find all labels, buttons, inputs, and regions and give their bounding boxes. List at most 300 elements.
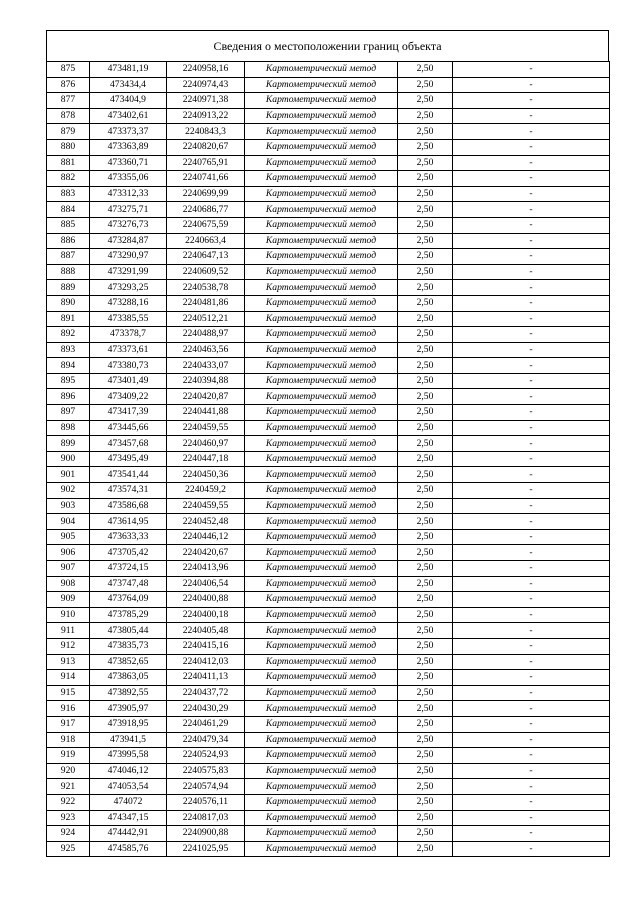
point-number-cell: 875 [47, 62, 90, 78]
description-cell: - [453, 405, 610, 421]
y-coordinate-cell: 2240576,11 [167, 794, 245, 810]
y-coordinate-cell: 2240574,94 [167, 779, 245, 795]
description-cell: - [453, 654, 610, 670]
method-cell: Картометрический метод [245, 748, 398, 764]
accuracy-cell: 2,50 [398, 545, 453, 561]
y-coordinate-cell: 2240459,55 [167, 498, 245, 514]
table-row [47, 264, 610, 280]
y-coordinate-cell: 2240450,36 [167, 467, 245, 483]
method-cell: Картометрический метод [245, 763, 398, 779]
x-coordinate-cell: 473385,55 [90, 311, 167, 327]
x-coordinate-cell: 473747,48 [90, 576, 167, 592]
point-number-cell: 908 [47, 576, 90, 592]
x-coordinate-cell: 473404,9 [90, 93, 167, 109]
x-coordinate-cell: 473290,97 [90, 249, 167, 265]
description-cell: - [453, 716, 610, 732]
accuracy-cell: 2,50 [398, 93, 453, 109]
point-number-cell: 914 [47, 670, 90, 686]
description-cell: - [453, 701, 610, 717]
table-row [47, 249, 610, 265]
x-coordinate-cell: 473614,95 [90, 514, 167, 530]
point-number-cell: 900 [47, 451, 90, 467]
y-coordinate-cell: 2240843,3 [167, 124, 245, 140]
point-number-cell: 876 [47, 77, 90, 93]
y-coordinate-cell: 2240663,4 [167, 233, 245, 249]
accuracy-cell: 2,50 [398, 436, 453, 452]
table-row [47, 202, 610, 218]
point-number-cell: 881 [47, 155, 90, 171]
point-number-cell: 899 [47, 436, 90, 452]
x-coordinate-cell: 473852,65 [90, 654, 167, 670]
description-cell: - [453, 841, 610, 857]
x-coordinate-cell: 473312,33 [90, 186, 167, 202]
x-coordinate-cell: 473409,22 [90, 389, 167, 405]
description-cell: - [453, 62, 610, 78]
x-coordinate-cell: 473764,09 [90, 592, 167, 608]
table-row [47, 810, 610, 826]
method-cell: Картометрический метод [245, 436, 398, 452]
description-cell: - [453, 420, 610, 436]
y-coordinate-cell: 2240817,03 [167, 810, 245, 826]
x-coordinate-cell: 473941,5 [90, 732, 167, 748]
description-cell: - [453, 794, 610, 810]
description-cell: - [453, 607, 610, 623]
y-coordinate-cell: 2240412,03 [167, 654, 245, 670]
method-cell: Картометрический метод [245, 545, 398, 561]
y-coordinate-cell: 2240538,78 [167, 280, 245, 296]
method-cell: Картометрический метод [245, 514, 398, 530]
description-cell: - [453, 451, 610, 467]
accuracy-cell: 2,50 [398, 451, 453, 467]
table-row [47, 373, 610, 389]
point-number-cell: 904 [47, 514, 90, 530]
accuracy-cell: 2,50 [398, 716, 453, 732]
table-row [47, 638, 610, 654]
point-number-cell: 898 [47, 420, 90, 436]
description-cell: - [453, 436, 610, 452]
method-cell: Картометрический метод [245, 638, 398, 654]
x-coordinate-cell: 473481,19 [90, 62, 167, 78]
point-number-cell: 893 [47, 342, 90, 358]
accuracy-cell: 2,50 [398, 217, 453, 233]
method-cell: Картометрический метод [245, 467, 398, 483]
point-number-cell: 879 [47, 124, 90, 140]
description-cell: - [453, 670, 610, 686]
y-coordinate-cell: 2240958,16 [167, 62, 245, 78]
accuracy-cell: 2,50 [398, 405, 453, 421]
y-coordinate-cell: 2240415,16 [167, 638, 245, 654]
y-coordinate-cell: 2240463,56 [167, 342, 245, 358]
point-number-cell: 889 [47, 280, 90, 296]
y-coordinate-cell: 2240413,96 [167, 561, 245, 577]
method-cell: Картометрический метод [245, 779, 398, 795]
y-coordinate-cell: 2240400,18 [167, 607, 245, 623]
accuracy-cell: 2,50 [398, 670, 453, 686]
method-cell: Картометрический метод [245, 77, 398, 93]
y-coordinate-cell: 2240741,66 [167, 171, 245, 187]
x-coordinate-cell: 473574,31 [90, 483, 167, 499]
accuracy-cell: 2,50 [398, 171, 453, 187]
x-coordinate-cell: 474347,15 [90, 810, 167, 826]
accuracy-cell: 2,50 [398, 373, 453, 389]
x-coordinate-cell: 473835,73 [90, 638, 167, 654]
accuracy-cell: 2,50 [398, 186, 453, 202]
table-row [47, 358, 610, 374]
description-cell: - [453, 264, 610, 280]
accuracy-cell: 2,50 [398, 748, 453, 764]
table-row [47, 155, 610, 171]
point-number-cell: 918 [47, 732, 90, 748]
y-coordinate-cell: 2240488,97 [167, 327, 245, 343]
accuracy-cell: 2,50 [398, 732, 453, 748]
x-coordinate-cell: 474046,12 [90, 763, 167, 779]
y-coordinate-cell: 2240479,34 [167, 732, 245, 748]
accuracy-cell: 2,50 [398, 794, 453, 810]
table-row [47, 405, 610, 421]
description-cell: - [453, 342, 610, 358]
description-cell: - [453, 77, 610, 93]
method-cell: Картометрический метод [245, 389, 398, 405]
point-number-cell: 920 [47, 763, 90, 779]
method-cell: Картометрический метод [245, 794, 398, 810]
accuracy-cell: 2,50 [398, 810, 453, 826]
table-row [47, 93, 610, 109]
table-row [47, 794, 610, 810]
point-number-cell: 897 [47, 405, 90, 421]
method-cell: Картометрический метод [245, 171, 398, 187]
y-coordinate-cell: 2240441,88 [167, 405, 245, 421]
method-cell: Картометрический метод [245, 124, 398, 140]
x-coordinate-cell: 473288,16 [90, 295, 167, 311]
method-cell: Картометрический метод [245, 233, 398, 249]
table-row [47, 670, 610, 686]
method-cell: Картометрический метод [245, 217, 398, 233]
table-row [47, 139, 610, 155]
description-cell: - [453, 186, 610, 202]
description-cell: - [453, 358, 610, 374]
table-row [47, 342, 610, 358]
y-coordinate-cell: 2240420,87 [167, 389, 245, 405]
accuracy-cell: 2,50 [398, 249, 453, 265]
method-cell: Картометрический метод [245, 529, 398, 545]
method-cell: Картометрический метод [245, 826, 398, 842]
table-row [47, 623, 610, 639]
method-cell: Картометрический метод [245, 592, 398, 608]
description-cell: - [453, 732, 610, 748]
x-coordinate-cell: 473373,37 [90, 124, 167, 140]
method-cell: Картометрический метод [245, 93, 398, 109]
accuracy-cell: 2,50 [398, 264, 453, 280]
y-coordinate-cell: 2240913,22 [167, 108, 245, 124]
table-row [47, 748, 610, 764]
x-coordinate-cell: 473541,44 [90, 467, 167, 483]
method-cell: Картометрический метод [245, 483, 398, 499]
point-number-cell: 894 [47, 358, 90, 374]
point-number-cell: 923 [47, 810, 90, 826]
accuracy-cell: 2,50 [398, 779, 453, 795]
point-number-cell: 886 [47, 233, 90, 249]
table-title: Сведения о местоположении границ объекта [46, 30, 609, 61]
table-row [47, 779, 610, 795]
y-coordinate-cell: 2240524,93 [167, 748, 245, 764]
y-coordinate-cell: 2240446,12 [167, 529, 245, 545]
y-coordinate-cell: 2241025,95 [167, 841, 245, 857]
method-cell: Картометрический метод [245, 327, 398, 343]
table-row [47, 108, 610, 124]
y-coordinate-cell: 2240411,13 [167, 670, 245, 686]
y-coordinate-cell: 2240675,59 [167, 217, 245, 233]
accuracy-cell: 2,50 [398, 576, 453, 592]
x-coordinate-cell: 474053,54 [90, 779, 167, 795]
y-coordinate-cell: 2240400,88 [167, 592, 245, 608]
x-coordinate-cell: 473275,71 [90, 202, 167, 218]
point-number-cell: 916 [47, 701, 90, 717]
point-number-cell: 906 [47, 545, 90, 561]
y-coordinate-cell: 2240765,91 [167, 155, 245, 171]
y-coordinate-cell: 2240460,97 [167, 436, 245, 452]
description-cell: - [453, 171, 610, 187]
accuracy-cell: 2,50 [398, 139, 453, 155]
description-cell: - [453, 826, 610, 842]
accuracy-cell: 2,50 [398, 389, 453, 405]
y-coordinate-cell: 2240394,88 [167, 373, 245, 389]
table-row [47, 467, 610, 483]
description-cell: - [453, 623, 610, 639]
method-cell: Картометрический метод [245, 451, 398, 467]
description-cell: - [453, 467, 610, 483]
accuracy-cell: 2,50 [398, 514, 453, 530]
method-cell: Картометрический метод [245, 670, 398, 686]
accuracy-cell: 2,50 [398, 358, 453, 374]
table-row [47, 841, 610, 857]
accuracy-cell: 2,50 [398, 529, 453, 545]
table-row [47, 498, 610, 514]
description-cell: - [453, 748, 610, 764]
point-number-cell: 907 [47, 561, 90, 577]
point-number-cell: 890 [47, 295, 90, 311]
method-cell: Картометрический метод [245, 561, 398, 577]
table-row [47, 280, 610, 296]
description-cell: - [453, 810, 610, 826]
point-number-cell: 901 [47, 467, 90, 483]
y-coordinate-cell: 2240452,48 [167, 514, 245, 530]
accuracy-cell: 2,50 [398, 607, 453, 623]
description-cell: - [453, 561, 610, 577]
table-row [47, 576, 610, 592]
description-cell: - [453, 779, 610, 795]
table-row [47, 685, 610, 701]
x-coordinate-cell: 473417,39 [90, 405, 167, 421]
x-coordinate-cell: 473905,97 [90, 701, 167, 717]
point-number-cell: 891 [47, 311, 90, 327]
description-cell: - [453, 763, 610, 779]
table-row [47, 716, 610, 732]
y-coordinate-cell: 2240820,67 [167, 139, 245, 155]
x-coordinate-cell: 473360,71 [90, 155, 167, 171]
method-cell: Картометрический метод [245, 607, 398, 623]
method-cell: Картометрический метод [245, 249, 398, 265]
x-coordinate-cell: 473918,95 [90, 716, 167, 732]
x-coordinate-cell: 473293,25 [90, 280, 167, 296]
accuracy-cell: 2,50 [398, 108, 453, 124]
accuracy-cell: 2,50 [398, 327, 453, 343]
description-cell: - [453, 311, 610, 327]
table-row [47, 592, 610, 608]
method-cell: Картометрический метод [245, 62, 398, 78]
accuracy-cell: 2,50 [398, 295, 453, 311]
table-row [47, 171, 610, 187]
y-coordinate-cell: 2240461,29 [167, 716, 245, 732]
point-number-cell: 909 [47, 592, 90, 608]
x-coordinate-cell: 473892,55 [90, 685, 167, 701]
x-coordinate-cell: 473284,87 [90, 233, 167, 249]
description-cell: - [453, 108, 610, 124]
accuracy-cell: 2,50 [398, 202, 453, 218]
description-cell: - [453, 576, 610, 592]
table-row [47, 561, 610, 577]
table-row [47, 311, 610, 327]
table-row [47, 295, 610, 311]
point-number-cell: 913 [47, 654, 90, 670]
accuracy-cell: 2,50 [398, 561, 453, 577]
x-coordinate-cell: 473355,06 [90, 171, 167, 187]
table-row [47, 217, 610, 233]
point-number-cell: 905 [47, 529, 90, 545]
point-number-cell: 885 [47, 217, 90, 233]
table-row [47, 514, 610, 530]
y-coordinate-cell: 2240699,99 [167, 186, 245, 202]
x-coordinate-cell: 473457,68 [90, 436, 167, 452]
accuracy-cell: 2,50 [398, 763, 453, 779]
table-row [47, 186, 610, 202]
table-row [47, 826, 610, 842]
accuracy-cell: 2,50 [398, 233, 453, 249]
accuracy-cell: 2,50 [398, 498, 453, 514]
description-cell: - [453, 638, 610, 654]
table-row [47, 763, 610, 779]
description-cell: - [453, 592, 610, 608]
method-cell: Картометрический метод [245, 264, 398, 280]
description-cell: - [453, 373, 610, 389]
point-number-cell: 912 [47, 638, 90, 654]
accuracy-cell: 2,50 [398, 592, 453, 608]
point-number-cell: 919 [47, 748, 90, 764]
method-cell: Картометрический метод [245, 732, 398, 748]
x-coordinate-cell: 474442,91 [90, 826, 167, 842]
method-cell: Картометрический метод [245, 280, 398, 296]
accuracy-cell: 2,50 [398, 654, 453, 670]
boundary-coordinates-table [46, 61, 610, 857]
method-cell: Картометрический метод [245, 810, 398, 826]
table-row [47, 607, 610, 623]
point-number-cell: 892 [47, 327, 90, 343]
method-cell: Картометрический метод [245, 701, 398, 717]
description-cell: - [453, 249, 610, 265]
y-coordinate-cell: 2240459,55 [167, 420, 245, 436]
method-cell: Картометрический метод [245, 685, 398, 701]
method-cell: Картометрический метод [245, 358, 398, 374]
y-coordinate-cell: 2240971,38 [167, 93, 245, 109]
table-row [47, 420, 610, 436]
method-cell: Картометрический метод [245, 155, 398, 171]
method-cell: Картометрический метод [245, 405, 398, 421]
table-row [47, 389, 610, 405]
accuracy-cell: 2,50 [398, 311, 453, 327]
method-cell: Картометрический метод [245, 576, 398, 592]
point-number-cell: 877 [47, 93, 90, 109]
method-cell: Картометрический метод [245, 139, 398, 155]
point-number-cell: 880 [47, 139, 90, 155]
x-coordinate-cell: 473495,49 [90, 451, 167, 467]
description-cell: - [453, 529, 610, 545]
table-row [47, 77, 610, 93]
table-row [47, 654, 610, 670]
x-coordinate-cell: 473863,05 [90, 670, 167, 686]
method-cell: Картометрический метод [245, 716, 398, 732]
x-coordinate-cell: 473705,42 [90, 545, 167, 561]
y-coordinate-cell: 2240420,67 [167, 545, 245, 561]
description-cell: - [453, 233, 610, 249]
point-number-cell: 882 [47, 171, 90, 187]
x-coordinate-cell: 473401,49 [90, 373, 167, 389]
description-cell: - [453, 483, 610, 499]
y-coordinate-cell: 2240900,88 [167, 826, 245, 842]
x-coordinate-cell: 473402,61 [90, 108, 167, 124]
table-row [47, 529, 610, 545]
method-cell: Картометрический метод [245, 373, 398, 389]
point-number-cell: 903 [47, 498, 90, 514]
accuracy-cell: 2,50 [398, 701, 453, 717]
method-cell: Картометрический метод [245, 311, 398, 327]
description-cell: - [453, 545, 610, 561]
point-number-cell: 884 [47, 202, 90, 218]
description-cell: - [453, 124, 610, 140]
accuracy-cell: 2,50 [398, 483, 453, 499]
accuracy-cell: 2,50 [398, 420, 453, 436]
table-body [47, 62, 610, 857]
description-cell: - [453, 93, 610, 109]
method-cell: Картометрический метод [245, 342, 398, 358]
point-number-cell: 922 [47, 794, 90, 810]
x-coordinate-cell: 474072 [90, 794, 167, 810]
x-coordinate-cell: 473445,66 [90, 420, 167, 436]
description-cell: - [453, 217, 610, 233]
method-cell: Картометрический метод [245, 295, 398, 311]
y-coordinate-cell: 2240433,07 [167, 358, 245, 374]
accuracy-cell: 2,50 [398, 280, 453, 296]
point-number-cell: 883 [47, 186, 90, 202]
point-number-cell: 911 [47, 623, 90, 639]
accuracy-cell: 2,50 [398, 155, 453, 171]
table-row [47, 732, 610, 748]
point-number-cell: 925 [47, 841, 90, 857]
x-coordinate-cell: 473363,89 [90, 139, 167, 155]
accuracy-cell: 2,50 [398, 77, 453, 93]
accuracy-cell: 2,50 [398, 638, 453, 654]
table-row [47, 327, 610, 343]
y-coordinate-cell: 2240609,52 [167, 264, 245, 280]
x-coordinate-cell: 473805,44 [90, 623, 167, 639]
method-cell: Картометрический метод [245, 841, 398, 857]
method-cell: Картометрический метод [245, 623, 398, 639]
accuracy-cell: 2,50 [398, 124, 453, 140]
x-coordinate-cell: 473586,68 [90, 498, 167, 514]
x-coordinate-cell: 473785,29 [90, 607, 167, 623]
y-coordinate-cell: 2240686,77 [167, 202, 245, 218]
y-coordinate-cell: 2240430,29 [167, 701, 245, 717]
description-cell: - [453, 155, 610, 171]
description-cell: - [453, 514, 610, 530]
